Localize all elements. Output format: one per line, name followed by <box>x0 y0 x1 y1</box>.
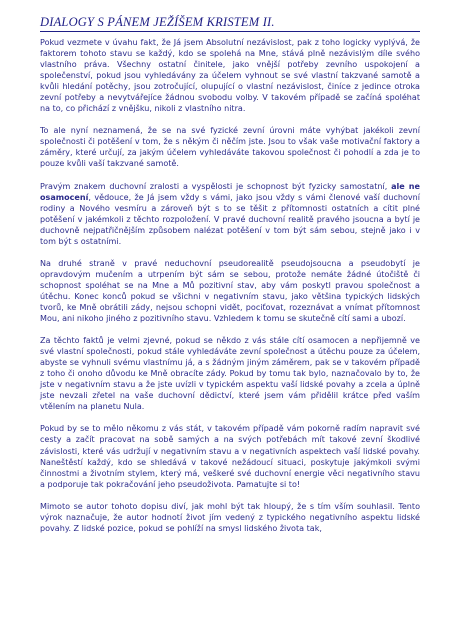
paragraph-2: To ale nyní neznamená, že se na své fyzické zevní úrovni máte vyhýbat jakékoli zevní společnosti či potěšení v tom, že s někým či něčím jste. Jsou to však vaše motivační faktory a záměry, které určují, za jakým účelem vyhledáváte takovou společnost či pohodlí a zda je to pouze kvůli vaší takzvané samotě. <box>40 126 420 169</box>
title-underline <box>40 31 420 32</box>
paragraph-5: Za těchto faktů je velmi zjevné, pokud se někdo z vás stále cítí osamocen a nepřijemně ve své vlastní společnosti, pokud stále vyhledáváte zevní společnost a útěchu pouze za účelem, abyste se vyhnuli svému vlastnímu já, a s žádným jiným záměrem, pak se v takovém případě z toho či onoho důvodu ke Mně obracíte zády. Pokud by tomu tak bylo, naznačovalo by to, že jste v negativním stavu a že jste uvízli v typickém aspektu vaší lidské povahy a zcela a úplně jste nevzali zřetel na vaše duchovní dědictví, které jsem vám přidělil krátce před vaším vtělením na planetu Nula. <box>40 336 420 412</box>
page-title: DIALOGY S PÁNEM JEŽÍŠEM KRISTEM II. <box>40 15 275 29</box>
paragraph-4: Na druhé straně v pravé neduchovní pseudorealitě pseudojsoucna a pseudobytí je opravdovým mučením a utrpením být sám se sebou, protože nemáte žádné útočiště či schopnost spoléhat se na Mne a Mů pozitivní stav, aby vám poskytl pravou společnost a útěchu. Konec konců pokud se všichni v negativním stavu, jako většina typických lidských tvorů, ke Mně obrátili zády, nejsou schopni vidět, pociťovat, rozeznávat a vnímat přítomnost Mou, ani nikoho jiného z pozitivního stavu. Vzhledem k tomu se skutečně cítí sami a ubozí. <box>40 258 420 324</box>
paragraph-3-emphasis: ale ne osamocení <box>40 181 420 202</box>
paragraph-3 <box>40 181 420 247</box>
document-body <box>40 37 420 534</box>
paragraph-3-lead: Pravým znakem duchovní zralosti a vyspělosti je schopnost být fyzicky samostatní, <box>40 181 392 191</box>
paragraph-7: Mimoto se autor tohoto dopisu diví, jak mohl být tak hloupý, že s tím vším souhlasil. Tento výrok naznačuje, že autor hodnotí život jím vedený z typického negativního aspektu lidské povahy. Z lidské pozice, pokud se pohlíží na smysl lidského života tak, <box>40 501 420 533</box>
paragraph-6: Pokud by se to mělo někomu z vás stát, v takovém případě vám pokorně radím napravit své cesty a začít pracovat na sobě samých a na svých potřebách mít takové zevní škodlivé závislosti, které vás udržují v negativním stavu a v negativních aspektech vaší lidské povahy. Naneštěstí každý, kdo se shledává v takové nežádoucí situaci, poskytuje jakýmkoli svými činnostmi a životním stylem, který má, veškeré své duchovní energie věci negativního stavu a podporuje tak pokračování jeho pseudoživota. Pamatujte si to! <box>40 424 420 489</box>
paragraph-3-rest: , vědouce, že Já jsem vždy s vámi, jako jsou vždy s vámi členové vaší duchovní rodiny a Nového vesmíru a zároveň být s to se těšit z přítomnosti ostatních a cítit plné potěšení v jakémkoli z těchto rozpoložení. V pravé duchovní realitě pravého jsoucna a bytí je duchovně nejpatřičnějším způsobem nalézat potěšení v tom být sám sebou, stejně jako i v tom být s ostatními. <box>40 192 420 246</box>
paragraph-1: Pokud vezmete v úvahu fakt, že Já jsem Absolutní nezávislost, pak z toho logicky vyplývá, že faktorem tohoto stavu se každý, kdo se spolehá na Mne, stává plně nezávislým díle svého vlastního práva. Všechny ostatní činitele, jako vnější potřeby zevního uspokojení a společenství, pokud jsou vyhledávány za účelem vyhnout se své vlastní takzvané samotě a kvůli hledání potěchy, jsou zotročující, olupující o vlastní nezávislost, činíce z jedince otroka zevní potřeby a nevytvářejíce žádnou svobodu volby. V takovém případě se začíná spoléhat na to, co přichází z vnějšku, nikoli z vlastního nitra. <box>40 38 420 114</box>
